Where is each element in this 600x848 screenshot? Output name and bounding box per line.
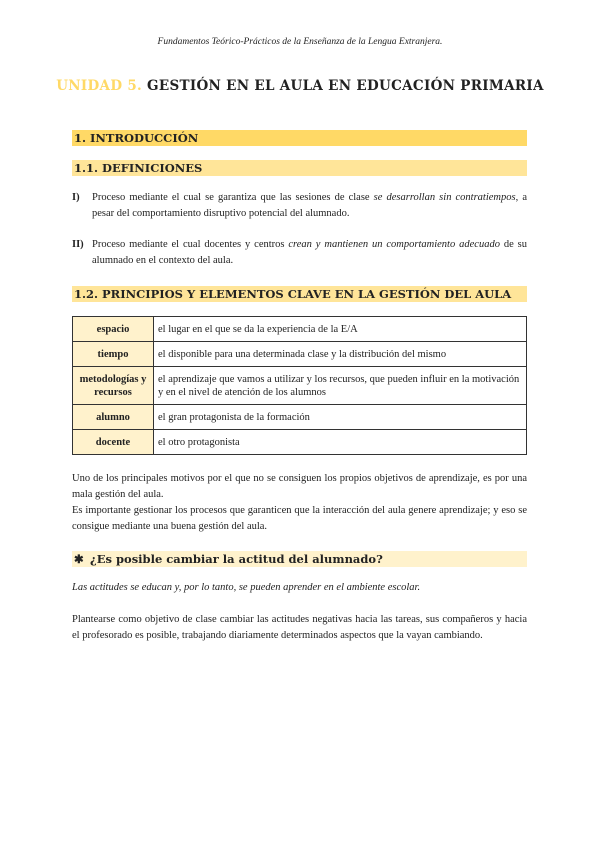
paragraph: Plantearse como objetivo de clase cambiar las actitudes negativas hacia las tareas, sus compañeros y hacia el profesorado es posible, trabajando diariamente determinados aspectos que la vayan cambiando. [72,614,527,641]
table-key: docente [73,430,154,455]
table-row [73,342,527,367]
table-key: alumno [73,405,154,430]
table-key: tiempo [73,342,154,367]
italic-statement: Las actitudes se educan y, por lo tanto, se pueden aprender en el ambiente escolar. [72,582,421,593]
definition-1 [72,190,527,222]
table-row [73,317,527,342]
definition-text: de su alumnado en el contexto del aula. [92,239,527,266]
asterisk-icon: ✱ [74,552,84,566]
definition-text: Proceso mediante el cual docentes y centros [92,239,289,250]
table-value: el aprendizaje que vamos a utilizar y los recursos, que pueden influir en la motivación y en el nivel de atención de los alumnos [154,367,527,405]
definition-text: Proceso mediante el cual se garantiza que las sesiones de clase [92,192,374,203]
section-heading-introduccion: 1. INTRODUCCIÓN [72,130,527,146]
table-value: el otro protagonista [154,430,527,455]
table-key: metodologías y recursos [73,367,154,405]
table-row [73,405,527,430]
running-header: Fundamentos Teórico-Prácticos de la Enseñanza de la Lengua Extranjera. [157,37,443,47]
key-elements-table [72,316,527,455]
table-row [73,367,527,405]
unit-label: UNIDAD 5. [56,78,143,94]
table-value: el disponible para una determinada clase y la distribución del mismo [154,342,527,367]
definition-text: , a pesar del comportamiento disruptivo potencial del alumnado. [92,192,527,219]
definition-emphasis: se desarrollan sin contratiempos [373,192,516,203]
section-heading-principios: 1.2. PRINCIPIOS Y ELEMENTOS CLAVE EN LA GESTIÓN DEL AULA [72,286,527,302]
section-heading-definiciones: 1.1. DEFINICIONES [72,160,527,176]
table-row [73,430,527,455]
table-value: el lugar en el que se da la experiencia de la E/A [154,317,527,342]
title-text: GESTIÓN EN EL AULA EN EDUCACIÓN PRIMARIA [147,78,544,94]
page-title [0,78,600,94]
definition-number: I) [72,192,80,203]
table-value: el gran protagonista de la formación [154,405,527,430]
definition-number: II) [72,239,84,250]
definition-2 [72,237,527,269]
paragraph: Uno de los principales motivos por el que no se consiguen los propios objetivos de aprendizaje, es por una mala gestión del aula. [72,473,527,500]
question-text: ¿Es posible cambiar la actitud del alumnado? [90,552,383,566]
table-key: espacio [73,317,154,342]
definition-emphasis: crean y mantienen un comportamiento adecuado [288,239,500,250]
paragraph: Es importante gestionar los procesos que garanticen que la interacción del aula genere aprendizaje; y eso se consigue mediante una buena gestión del aula. [72,505,527,532]
question-heading [72,551,527,567]
